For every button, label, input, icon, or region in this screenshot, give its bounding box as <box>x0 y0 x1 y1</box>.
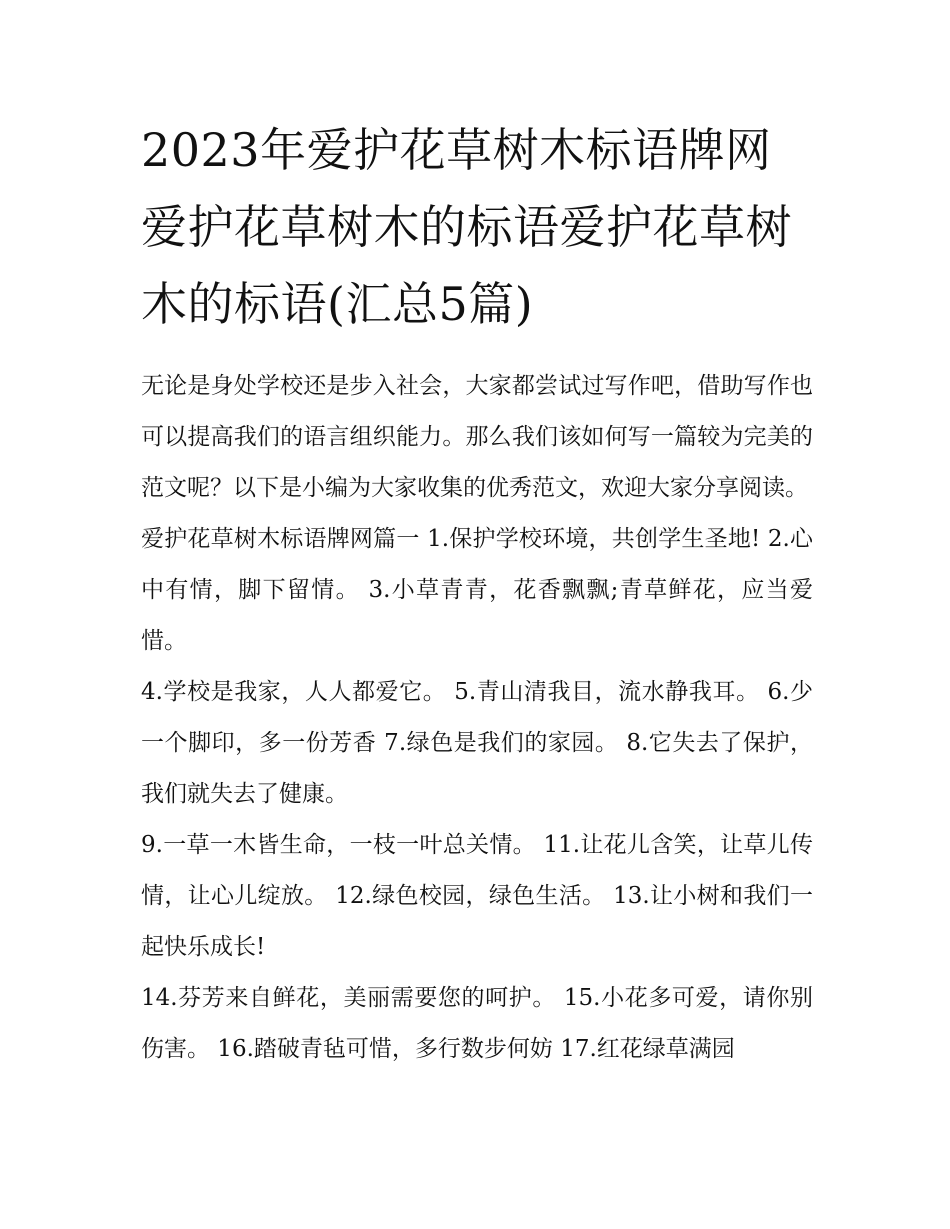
intro-paragraph: 无论是身处学校还是步入社会，大家都尝试过写作吧，借助写作也可以提高我们的语言组织能力。那么我们该如何写一篇较为完美的范文呢？以下是小编为大家收集的优秀范文，欢迎大家分享阅读。 <box>141 373 813 501</box>
document-title: 2023年爱护花草树木标语牌网爱护花草树木的标语爱护花草树木的标语(汇总5篇) <box>141 123 792 331</box>
slogan-paragraph-4: 14.芬芳来自鲜花，美丽需要您的呵护。 15.小花多可爱，请你别伤害。 16.踏破青毡可惜，多行数步何妨 17.红花绿草满园 <box>141 985 813 1062</box>
document-page <box>141 112 813 1075</box>
slogan-paragraph-2: 4.学校是我家，人人都爱它。 5.青山清我目，流水静我耳。 6.少一个脚印，多一份芳香 7.绿色是我们的家园。 8.它失去了保护，我们就失去了健康。 <box>141 679 813 807</box>
slogan-paragraph-1: 爱护花草树木标语牌网篇一 1.保护学校环境，共创学生圣地! 2.心中有情，脚下留情。 3.小草青青，花香飘飘;青草鲜花，应当爱惜。 <box>141 526 813 654</box>
slogan-paragraph-3: 9.一草一木皆生命，一枝一叶总关情。 11.让花儿含笑，让草儿传情，让心儿绽放。 12.绿色校园，绿色生活。 13.让小树和我们一起快乐成长! <box>141 832 813 960</box>
